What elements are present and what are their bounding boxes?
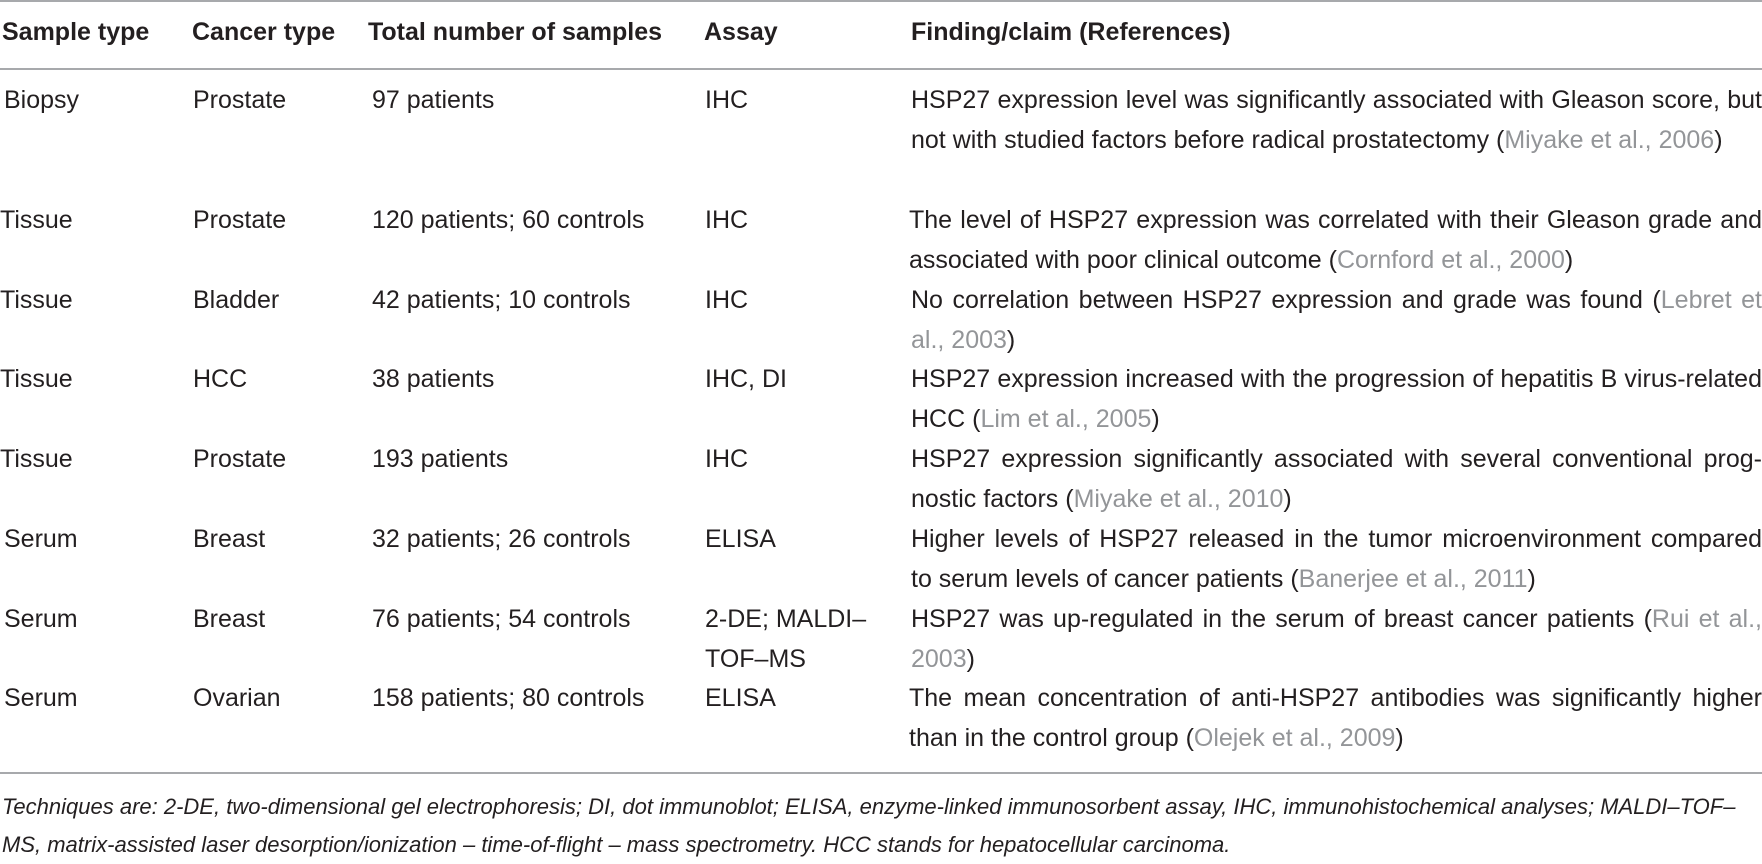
reference-link[interactable]: Lim et al., 2005 [980, 405, 1152, 433]
cell-assay: ELISA [705, 684, 776, 712]
cell-samples: 38 patients [372, 365, 495, 393]
finding-close: ) [1564, 246, 1574, 274]
cell-sample-type: Tissue [0, 286, 73, 314]
cell-sample-type: Serum [4, 605, 78, 633]
cell-finding [909, 678, 1762, 758]
cell-assay: IHC [705, 206, 749, 234]
cell-finding [911, 599, 1762, 679]
cell-assay: IHC [705, 445, 749, 473]
finding-text: The level of HSP27 expression was correlated with their Gleason grade and associated with poor clinical outcome ( [909, 206, 1762, 274]
header-finding: Finding/claim (References) [911, 18, 1231, 46]
finding-close: ) [966, 645, 975, 673]
cell-sample-type: Tissue [0, 206, 73, 234]
finding-close: ) [1395, 724, 1404, 752]
cell-samples: 193 patients [372, 445, 509, 473]
finding-text: No correlation between HSP27 expression and grade was found ( [911, 286, 1661, 314]
cell-samples: 158 patients; 80 controls [372, 684, 645, 712]
cell-cancer-type: Breast [193, 605, 266, 633]
cell-finding [909, 200, 1762, 280]
cell-sample-type: Tissue [0, 365, 73, 393]
cell-sample-type: Serum [4, 684, 78, 712]
reference-link[interactable]: Olejek et al., 2009 [1193, 724, 1396, 752]
cell-samples: 42 patients; 10 controls [372, 286, 631, 314]
reference-link[interactable]: Banerjee et al., 2011 [1298, 565, 1528, 593]
reference-link[interactable]: Miyake et al., 2010 [1073, 485, 1284, 513]
header-sample-type: Sample type [2, 18, 150, 46]
reference-link[interactable]: Cornford et al., 2000 [1336, 246, 1565, 274]
cell-cancer-type: Prostate [193, 445, 287, 473]
reference-link[interactable]: Rui et al., 2003 [911, 605, 1762, 673]
finding-text: The mean concentration of anti-HSP27 antibodies was significantly higher than in the control group ( [909, 684, 1762, 752]
cell-assay: IHC, DI [705, 365, 787, 393]
table-top-rule [0, 0, 1762, 2]
cell-cancer-type: Ovarian [193, 684, 281, 712]
cell-assay: ELISA [705, 525, 776, 553]
finding-close: ) [1714, 126, 1723, 154]
cell-cancer-type: Prostate [193, 86, 287, 114]
finding-close: ) [1006, 326, 1016, 354]
finding-text: HSP27 expression increased with the progression of hepatitis B virus-related HCC ( [911, 365, 1762, 433]
cell-assay: IHC [705, 86, 749, 114]
cell-samples: 32 patients; 26 controls [372, 525, 631, 553]
cell-cancer-type: HCC [193, 365, 248, 393]
cell-finding [911, 359, 1762, 439]
cell-samples: 76 patients; 54 controls [372, 605, 631, 633]
cell-finding [911, 519, 1762, 599]
cell-sample-type: Biopsy [4, 86, 80, 114]
cell-samples: 120 patients; 60 controls [372, 206, 645, 234]
finding-text: HSP27 expression level was significantly associated with Gleason score, but not with studied factors before radical prostatectomy ( [911, 86, 1762, 154]
header-rule [0, 68, 1762, 70]
cell-cancer-type: Breast [193, 525, 266, 553]
table-bottom-rule [0, 772, 1762, 774]
finding-text: HSP27 was up-regulated in the serum of breast cancer patients ( [911, 605, 1652, 633]
cell-assay: IHC [705, 286, 749, 314]
header-assay: Assay [704, 18, 778, 46]
finding-close: ) [1283, 485, 1292, 513]
finding-text: HSP27 expression significantly associated with several conventional prog-nostic factors ( [911, 445, 1762, 513]
reference-link[interactable]: Lebret et al., 2003 [911, 286, 1762, 354]
finding-text: Higher levels of HSP27 released in the tumor microenvironment compared to serum levels of cancer patients ( [911, 525, 1762, 593]
cell-finding [911, 280, 1762, 360]
cell-finding [911, 439, 1762, 519]
cell-cancer-type: Bladder [193, 286, 280, 314]
cell-cancer-type: Prostate [193, 206, 287, 234]
cell-sample-type: Tissue [0, 445, 73, 473]
cell-finding [911, 80, 1762, 160]
header-total-samples: Total number of samples [368, 18, 663, 46]
reference-link[interactable]: Miyake et al., 2006 [1504, 126, 1715, 154]
cell-samples: 97 patients [372, 86, 495, 114]
cell-assay: 2-DE; MALDI–TOF–MS [705, 605, 867, 673]
finding-close: ) [1151, 405, 1160, 433]
header-cancer-type: Cancer type [192, 18, 336, 46]
finding-close: ) [1527, 565, 1536, 593]
cell-sample-type: Serum [4, 525, 78, 553]
table-footnote: Techniques are: 2-DE, two-dimensional gel electrophoresis; DI, dot immunoblot; ELISA, enzyme-linked immunosorbent assay, IHC, immunohistochemical analyses; MALDI–TOF–MS, matrix-assisted laser desorption/ionization – time-of-flight – mass spectrometry. HCC stands for hepatocellular carcinoma. [2, 794, 1736, 857]
